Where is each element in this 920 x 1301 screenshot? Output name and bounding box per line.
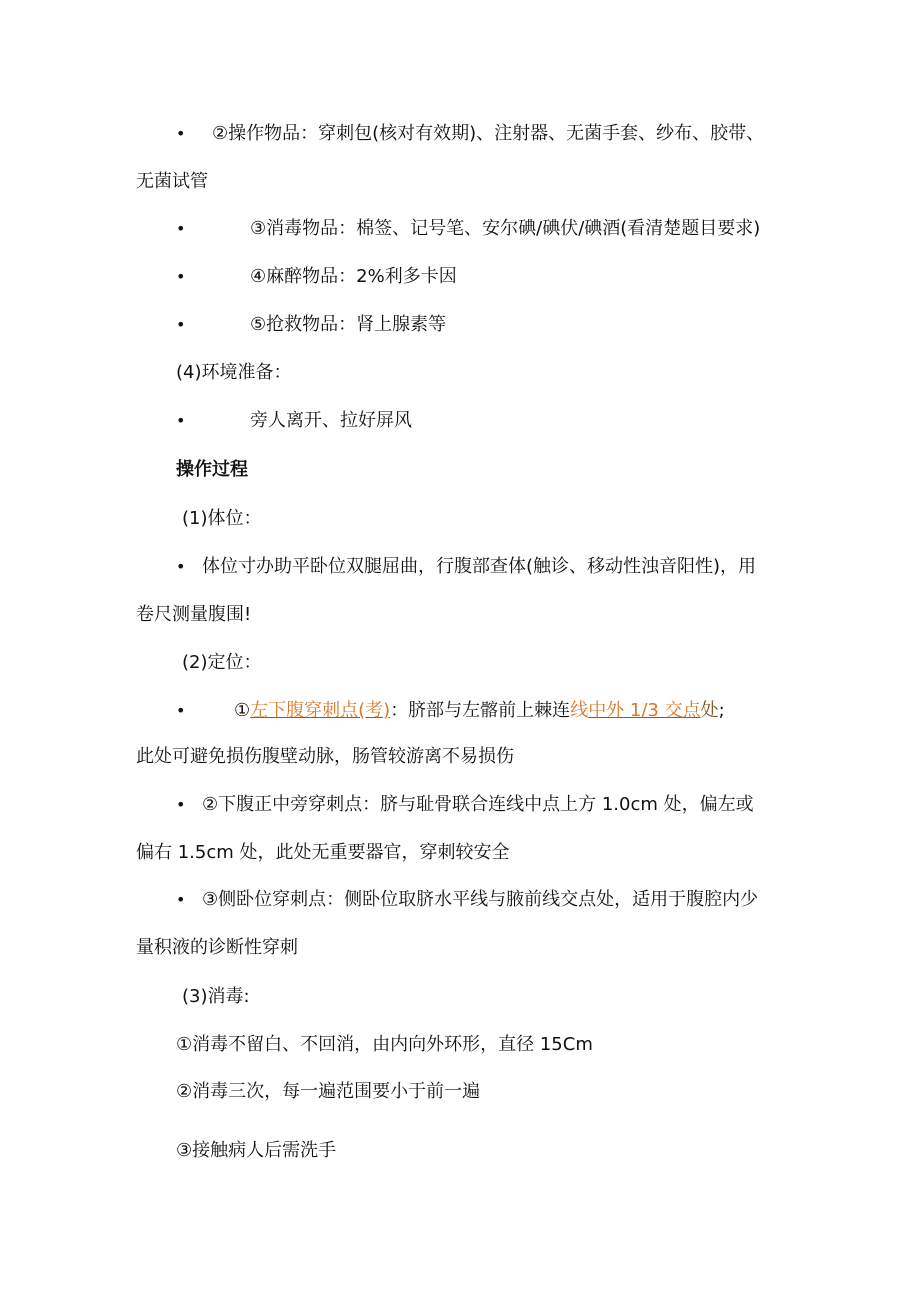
- list-item-left-lower-puncture: [234, 699, 725, 723]
- section-heading-procedure: 操作过程: [176, 459, 248, 480]
- highlight-location: 处: [700, 700, 719, 721]
- bullet-marker: •: [176, 890, 186, 909]
- bullet-marker: •: [176, 315, 186, 334]
- list-item-continuation: 量积液的诊断性穿刺: [136, 937, 298, 958]
- list-item-midline-puncture: ②下腹正中旁穿刺点：脐与耻骨联合连线中点上方 1.0cm 处，偏左或: [202, 794, 754, 815]
- bullet-marker: •: [176, 411, 186, 430]
- highlight-intersection: 中外 1/3 交点: [588, 700, 701, 721]
- paragraph-disinfection-1: ①消毒不留白、不回消，由内向外环形，直径 15Cm: [176, 1034, 593, 1055]
- list-item-environment: 旁人离开、拉好屏风: [250, 410, 412, 431]
- highlight-left-lower-point: 左下腹穿刺点(考): [250, 700, 391, 721]
- subheading-disinfection: (3)消毒:: [182, 986, 250, 1007]
- bullet-marker: •: [176, 701, 186, 720]
- paragraph-disinfection-3: ③接触病人后需洗手: [176, 1140, 337, 1161]
- highlight-line: 线: [570, 700, 589, 721]
- bullet-marker: •: [176, 267, 186, 286]
- list-item-continuation: 偏右 1.5cm 处，此处无重要器官，穿刺较安全: [136, 842, 510, 863]
- subheading-location: (2)定位：: [182, 652, 262, 673]
- section-environment-prep: (4)环境准备：: [176, 362, 292, 383]
- subheading-position: (1)体位：: [182, 508, 262, 529]
- list-item-continuation: 无菌试管: [136, 171, 208, 192]
- bullet-marker: •: [176, 219, 186, 238]
- text-segment: ：脐部与左髂前上棘连: [390, 700, 571, 721]
- list-item-continuation: 此处可避免损伤腹壁动脉，肠管较游离不易损伤: [136, 746, 514, 767]
- bullet-marker: •: [176, 557, 186, 576]
- list-item-lateral-puncture: ③侧卧位穿刺点：侧卧位取脐水平线与腋前线交点处，适用于腹腔内少: [202, 889, 759, 910]
- paragraph-disinfection-2: ②消毒三次，每一遍范围要小于前一遍: [176, 1081, 481, 1102]
- text-segment: ;: [718, 700, 725, 721]
- list-item-position: 体位寸办助平卧位双腿屈曲，行腹部查体(触诊、移动性浊音阳性)，用: [202, 556, 757, 577]
- bullet-marker: •: [176, 124, 186, 143]
- list-item-rescue-items: ⑤抢救物品：肾上腺素等: [250, 314, 447, 335]
- list-item-disinfection-items: ③消毒物品：棉签、记号笔、安尔碘/碘伏/碘酒(看清楚题目要求): [250, 218, 761, 239]
- circle-number: ①: [234, 700, 251, 721]
- list-item-continuation: 卷尺测量腹围!: [136, 604, 252, 625]
- bullet-marker: •: [176, 795, 186, 814]
- list-item-anesthesia-items: ④麻醉物品：2%利多卡因: [250, 266, 457, 287]
- list-item-operation-items: ②操作物品：穿刺包(核对有效期)、注射器、无菌手套、纱布、胶带、: [212, 123, 765, 144]
